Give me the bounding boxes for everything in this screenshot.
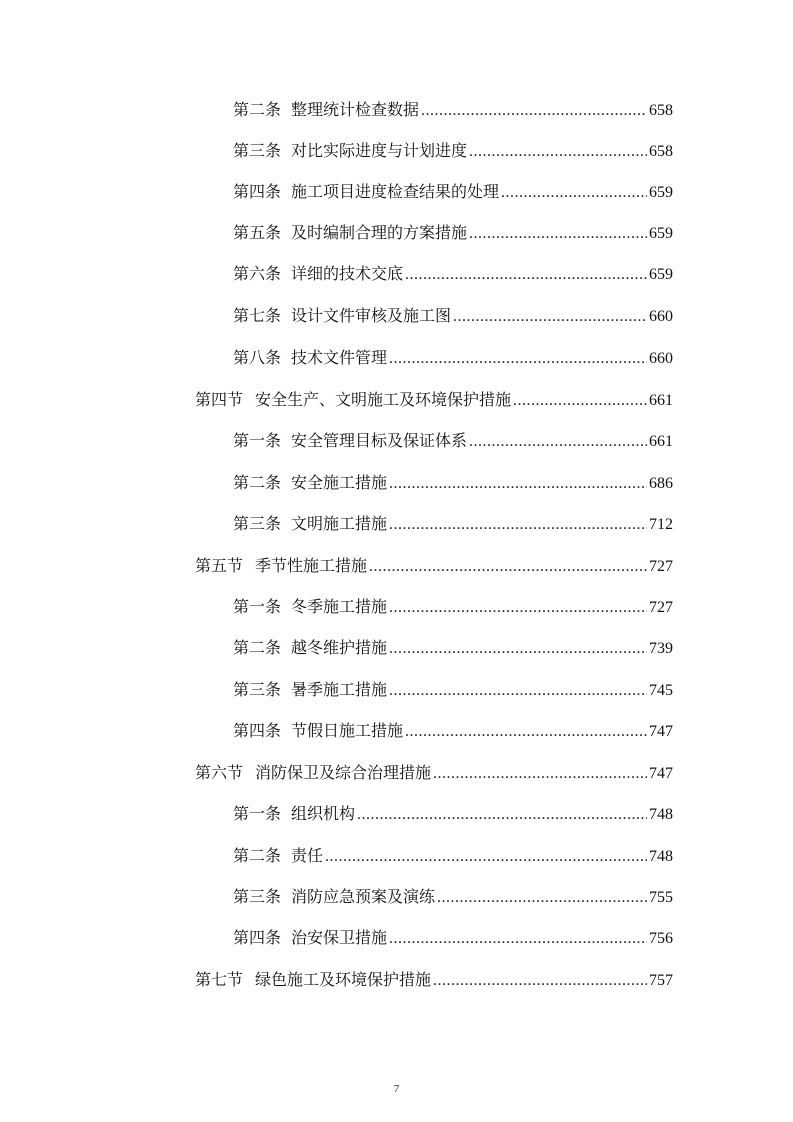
- toc-entry[interactable]: [233, 469, 673, 497]
- toc-entry-page: 686: [649, 475, 673, 492]
- dot-leader: [389, 345, 647, 373]
- dot-leader: [469, 428, 647, 456]
- toc-entry[interactable]: [233, 219, 673, 247]
- toc-entry-title: 整理统计检查数据: [291, 100, 420, 119]
- toc-entry-title: 设计文件审核及施工图: [291, 306, 452, 325]
- toc-entry[interactable]: [233, 717, 673, 745]
- toc-entry-number: 第三条: [233, 141, 282, 160]
- dot-leader: [433, 967, 647, 995]
- dot-leader: [421, 97, 647, 125]
- toc-entry-page: 745: [649, 682, 673, 699]
- toc-entry[interactable]: [233, 634, 673, 662]
- toc-entry-page: 659: [649, 184, 673, 201]
- toc-entry-number: 第二条: [233, 473, 282, 492]
- dot-leader: [325, 843, 647, 871]
- toc-entry[interactable]: [233, 510, 673, 538]
- dot-leader: [469, 138, 647, 166]
- dot-leader: [453, 303, 647, 331]
- toc-entry-page: 660: [649, 308, 673, 325]
- toc-entry-title: 责任: [291, 846, 324, 865]
- toc-section-page: 727: [649, 558, 673, 575]
- toc-entry-page: 658: [649, 143, 673, 160]
- dot-leader: [369, 553, 647, 581]
- toc-entry-number: 第二条: [233, 100, 282, 119]
- dot-leader: [513, 387, 647, 415]
- toc-entry-title: 施工项目进度检查结果的处理: [291, 182, 500, 201]
- toc-entry[interactable]: [233, 800, 673, 828]
- toc-entry-page: 660: [649, 350, 673, 367]
- toc-entry-title: 及时编制合理的方案措施: [291, 223, 468, 242]
- toc-section-title: 绿色施工及环境保护措施: [255, 970, 432, 989]
- toc-entry[interactable]: [233, 260, 673, 288]
- toc-entry-number: 第四条: [233, 182, 282, 201]
- toc-entry[interactable]: [233, 137, 673, 165]
- dot-leader: [389, 635, 647, 663]
- toc-entry-title: 节假日施工措施: [291, 721, 404, 740]
- toc-entry-number: 第一条: [233, 597, 282, 616]
- dot-leader: [357, 801, 647, 829]
- toc-entry-title: 冬季施工措施: [291, 597, 388, 616]
- toc-entry-page: 658: [649, 102, 673, 119]
- toc-entry[interactable]: [233, 676, 673, 704]
- toc-entry-page: 727: [649, 599, 673, 616]
- toc-entry-number: 第四条: [233, 721, 282, 740]
- toc-entry-page: 748: [649, 806, 673, 823]
- dot-leader: [405, 718, 647, 746]
- dot-leader: [389, 470, 647, 498]
- toc-entry-number: 第七条: [233, 306, 282, 325]
- toc-entry-number: 第六条: [233, 264, 282, 283]
- toc-entry-page: 748: [649, 848, 673, 865]
- toc-section-number: 第五节: [195, 556, 244, 575]
- toc-entry-page: 659: [649, 266, 673, 283]
- toc-entry-title: 越冬维护措施: [291, 638, 388, 657]
- toc-section-number: 第七节: [195, 970, 244, 989]
- toc-entry-page: 739: [649, 640, 673, 657]
- toc-section[interactable]: [195, 552, 673, 580]
- toc-entry[interactable]: [233, 427, 673, 455]
- toc-entry-page: 756: [649, 930, 673, 947]
- dot-leader: [437, 884, 647, 912]
- toc-section-page: 757: [649, 972, 673, 989]
- toc-entry-page: 755: [649, 889, 673, 906]
- toc-entry-title: 安全施工措施: [291, 473, 388, 492]
- toc-section[interactable]: [195, 386, 673, 414]
- toc-entry-page: 747: [649, 723, 673, 740]
- toc-section-number: 第四节: [195, 390, 244, 409]
- toc-entry-title: 消防应急预案及演练: [291, 887, 436, 906]
- toc-section-page: 661: [649, 392, 673, 409]
- toc-entry[interactable]: [233, 593, 673, 621]
- toc-section-title: 安全生产、文明施工及环境保护措施: [255, 390, 512, 409]
- dot-leader: [433, 760, 647, 788]
- toc-entry-title: 对比实际进度与计划进度: [291, 141, 468, 160]
- dot-leader: [389, 594, 647, 622]
- toc-section-page: 747: [649, 765, 673, 782]
- toc-entry[interactable]: [233, 344, 673, 372]
- dot-leader: [469, 220, 647, 248]
- toc-entry-number: 第三条: [233, 680, 282, 699]
- toc-section-number: 第六节: [195, 763, 244, 782]
- dot-leader: [405, 261, 647, 289]
- toc-entry[interactable]: [233, 178, 673, 206]
- toc-entry-number: 第一条: [233, 804, 282, 823]
- toc-entry[interactable]: [233, 96, 673, 124]
- toc-entry-page: 712: [649, 516, 673, 533]
- toc-entry-title: 治安保卫措施: [291, 928, 388, 947]
- toc-entry-page: 659: [649, 225, 673, 242]
- dot-leader: [389, 925, 647, 953]
- toc-entry[interactable]: [233, 302, 673, 330]
- toc-entry-number: 第二条: [233, 638, 282, 657]
- toc-entry-title: 文明施工措施: [291, 514, 388, 533]
- toc-entry-number: 第八条: [233, 348, 282, 367]
- dot-leader: [389, 677, 647, 705]
- toc-section-title: 季节性施工措施: [255, 556, 368, 575]
- dot-leader: [389, 511, 647, 539]
- toc-entry[interactable]: [233, 842, 673, 870]
- page-number: 7: [393, 1083, 400, 1095]
- toc-entry-title: 详细的技术交底: [291, 264, 404, 283]
- toc-entry-number: 第三条: [233, 514, 282, 533]
- toc-entry-number: 第四条: [233, 928, 282, 947]
- dot-leader: [501, 179, 647, 207]
- toc-section[interactable]: [195, 759, 673, 787]
- toc-section-title: 消防保卫及综合治理措施: [255, 763, 432, 782]
- toc-entry-title: 技术文件管理: [291, 348, 388, 367]
- toc-entry-title: 安全管理目标及保证体系: [291, 431, 468, 450]
- toc-entry[interactable]: [233, 924, 673, 952]
- toc-entry[interactable]: [233, 883, 673, 911]
- toc-entry-title: 组织机构: [291, 804, 356, 823]
- toc-section[interactable]: [195, 966, 673, 994]
- toc-entry-number: 第三条: [233, 887, 282, 906]
- toc-entry-number: 第五条: [233, 223, 282, 242]
- toc-entry-page: 661: [649, 433, 673, 450]
- toc-entry-number: 第二条: [233, 846, 282, 865]
- toc-entry-title: 暑季施工措施: [291, 680, 388, 699]
- toc-entry-number: 第一条: [233, 431, 282, 450]
